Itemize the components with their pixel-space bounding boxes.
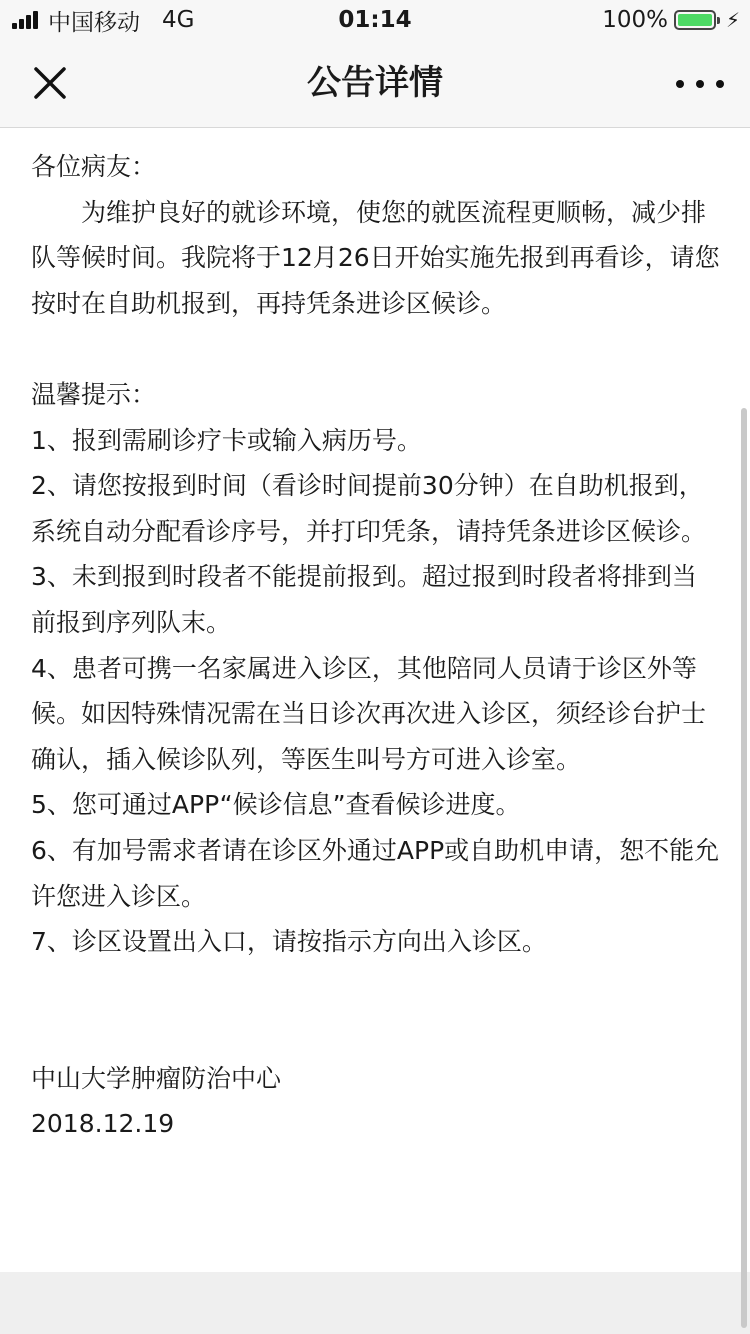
battery-icon [674,10,716,30]
tip-item: 2、请您按报到时间（看诊时间提前30分钟）在自助机报到，系统自动分配看诊序号，并打印凭条，请持凭条进诊区候诊。 [31,471,707,546]
notice-date: 2018.12.19 [31,1109,175,1139]
tip-item: 3、未到报到时段者不能提前报到。超过报到时段者将排到当前报到序列队末。 [31,562,697,637]
battery-percent: 100% [602,7,668,33]
network-label: 4G [162,7,195,33]
status-right [602,6,740,34]
nav-bar [0,40,750,128]
notice-text [31,144,721,1147]
notice-content [0,128,750,1272]
scrollbar[interactable] [741,408,747,1328]
tip-item: 1、报到需刷诊疗卡或输入病历号。 [31,425,422,455]
more-icon [716,80,724,88]
notice-organization: 中山大学肿瘤防治中心 [31,1063,282,1093]
more-button[interactable] [676,70,724,98]
tip-item: 5、您可通过APP“候诊信息”查看候诊进度。 [31,790,521,820]
charging-icon: ⚡ [725,8,740,32]
page-title: 公告详情 [307,63,443,103]
tip-item: 6、有加号需求者请在诊区外通过APP或自助机申请，恕不能允许您进入诊区。 [31,835,720,911]
notice-greeting: 各位病友： [31,152,157,181]
carrier-label: 中国移动 [48,9,140,36]
battery-fill [678,14,712,26]
tip-item: 4、患者可携一名家属进入诊区，其他陪同人员请于诊区外等候。如因特殊情况需在当日诊次再次进入诊区，须经诊台护士确认，插入候诊队列，等医生叫号方可进入诊室。 [31,653,707,774]
status-time: 01:14 [338,7,412,33]
more-icon [676,80,684,88]
tips-title: 温馨提示： [31,379,157,409]
tip-item: 7、诊区设置出入口，请按指示方向出入诊区。 [31,927,547,957]
status-bar [0,0,750,40]
more-icon [696,80,704,88]
notice-intro: 为维护良好的就诊环境，使您的就医流程更顺畅，减少排队等候时间。我院将于12月26日开始实施先报到再看诊，请您按时在自助机报到，再持凭条进诊区候诊。 [31,197,720,318]
